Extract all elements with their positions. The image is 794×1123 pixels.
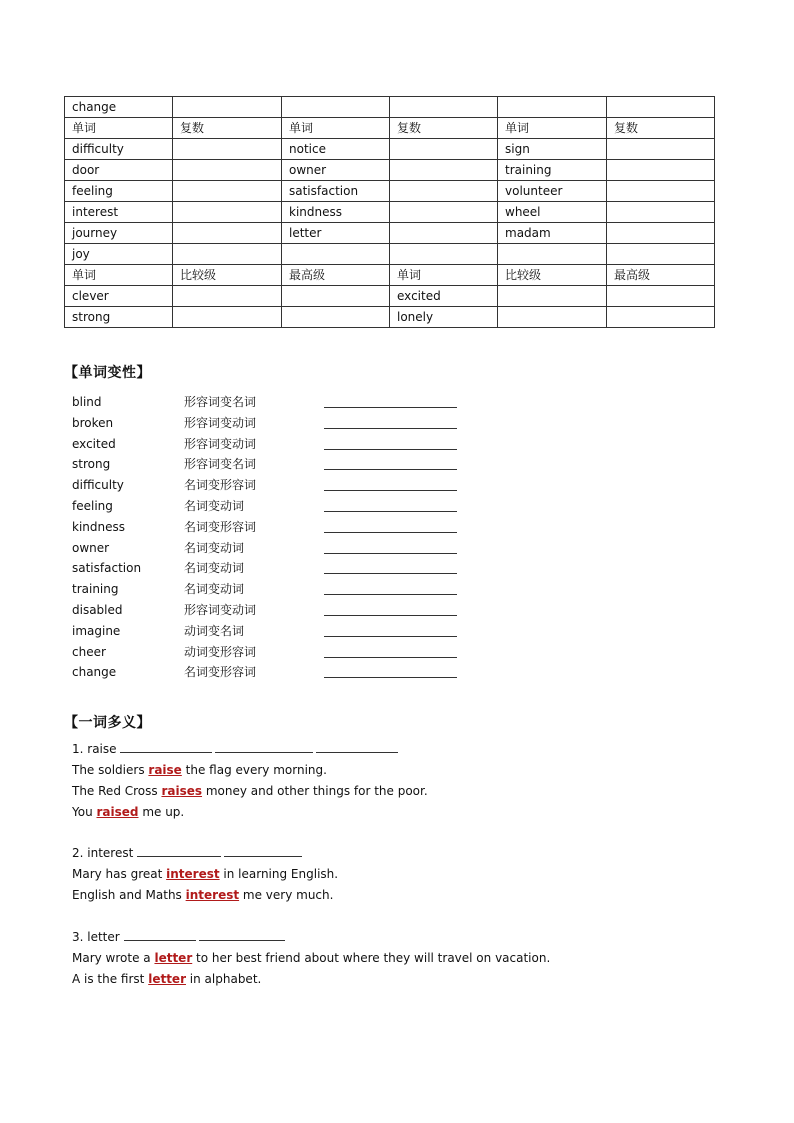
transform-rule: 名词变形容词 bbox=[184, 478, 257, 493]
list-item bbox=[72, 621, 492, 642]
table-cell: letter bbox=[282, 223, 390, 244]
highlighted-word: letter bbox=[148, 972, 186, 986]
table-cell: wheel bbox=[498, 202, 607, 223]
answer-blank[interactable] bbox=[324, 428, 457, 429]
example-sentence bbox=[72, 781, 428, 802]
sentence-text: money and other things for the poor. bbox=[202, 784, 428, 798]
source-word: blind bbox=[72, 395, 102, 409]
meaning-blank[interactable] bbox=[316, 740, 398, 753]
list-item bbox=[72, 413, 492, 434]
answer-cell[interactable] bbox=[390, 202, 498, 223]
list-item bbox=[72, 642, 492, 663]
table-cell: 单词 bbox=[498, 118, 607, 139]
source-word: excited bbox=[72, 436, 116, 451]
answer-cell[interactable] bbox=[390, 97, 498, 118]
transform-rule: 名词变形容词 bbox=[184, 665, 257, 680]
source-word: training bbox=[72, 582, 119, 597]
polysemy-title-line bbox=[72, 927, 550, 948]
list-item bbox=[72, 517, 492, 538]
answer-blank[interactable] bbox=[324, 573, 457, 574]
table-row bbox=[65, 202, 715, 223]
example-sentence bbox=[72, 802, 428, 823]
answer-cell[interactable] bbox=[607, 97, 715, 118]
transform-rule: 形容词变名词 bbox=[184, 395, 257, 409]
table-cell: owner bbox=[282, 160, 390, 181]
answer-cell[interactable] bbox=[607, 244, 715, 265]
table-cell: 单词 bbox=[282, 118, 390, 139]
sentence-text: the flag every morning. bbox=[181, 763, 327, 777]
polysemy-word: 2. interest bbox=[72, 846, 134, 860]
source-word: satisfaction bbox=[72, 561, 142, 576]
list-item bbox=[72, 475, 492, 496]
meaning-blank[interactable] bbox=[120, 740, 212, 753]
table-cell: lonely bbox=[390, 307, 498, 328]
table-cell: sign bbox=[498, 139, 607, 160]
transform-rule: 名词变动词 bbox=[184, 582, 245, 597]
table-cell: clever bbox=[65, 286, 173, 307]
source-word: change bbox=[72, 665, 117, 680]
source-word: owner bbox=[72, 540, 110, 555]
table-cell: 最高级 bbox=[282, 265, 390, 286]
answer-cell[interactable] bbox=[282, 97, 390, 118]
sentence-text: The soldiers bbox=[72, 763, 149, 777]
answer-cell[interactable] bbox=[173, 181, 282, 202]
sentence-text: in alphabet. bbox=[185, 972, 262, 986]
sentence-text: You bbox=[72, 805, 97, 819]
source-word: cheer bbox=[72, 644, 106, 659]
transform-rule: 动词变形容词 bbox=[184, 644, 257, 659]
answer-cell[interactable] bbox=[282, 307, 390, 328]
table-cell: feeling bbox=[65, 181, 173, 202]
table-cell: door bbox=[65, 160, 173, 181]
answer-blank[interactable] bbox=[324, 407, 457, 408]
table-cell: 复数 bbox=[173, 118, 282, 139]
answer-cell[interactable] bbox=[607, 160, 715, 181]
table-row bbox=[65, 118, 715, 139]
table-cell: 单词 bbox=[65, 118, 173, 139]
sentence-text: to her best friend about where they will travel on vacation. bbox=[192, 951, 551, 965]
highlighted-word: letter bbox=[154, 951, 193, 965]
answer-blank[interactable] bbox=[324, 657, 457, 658]
table-cell: interest bbox=[65, 202, 173, 223]
table-row bbox=[65, 139, 715, 160]
answer-cell[interactable] bbox=[282, 244, 390, 265]
example-sentence bbox=[72, 948, 550, 969]
answer-cell[interactable] bbox=[173, 307, 282, 328]
polysemy-group-interest bbox=[72, 843, 338, 906]
table-cell: 比较级 bbox=[173, 265, 282, 286]
table-cell: 单词 bbox=[390, 265, 498, 286]
list-item bbox=[72, 454, 492, 475]
meaning-blank[interactable] bbox=[137, 844, 221, 857]
source-word: kindness bbox=[72, 519, 125, 534]
answer-cell[interactable] bbox=[607, 202, 715, 223]
answer-blank[interactable] bbox=[324, 449, 457, 450]
polysemy-heading: 【一词多义】 bbox=[64, 715, 151, 731]
meaning-blank[interactable] bbox=[215, 740, 313, 753]
answer-blank[interactable] bbox=[324, 677, 457, 678]
source-word: disabled bbox=[72, 602, 123, 617]
example-sentence bbox=[72, 760, 428, 781]
answer-cell[interactable] bbox=[390, 181, 498, 202]
answer-cell[interactable] bbox=[498, 286, 607, 307]
highlighted-word: raises bbox=[161, 784, 203, 798]
polysemy-title-line bbox=[72, 739, 428, 760]
table-cell: kindness bbox=[282, 202, 390, 223]
answer-blank[interactable] bbox=[324, 553, 457, 554]
answer-cell[interactable] bbox=[173, 244, 282, 265]
sentence-text: A is the first bbox=[72, 972, 149, 986]
list-item bbox=[72, 392, 492, 413]
list-item bbox=[72, 538, 492, 559]
table-cell: 单词 bbox=[65, 265, 173, 286]
highlighted-word: raise bbox=[148, 763, 182, 777]
sentence-text: me very much. bbox=[239, 888, 334, 902]
table-cell: excited bbox=[390, 286, 498, 307]
source-word: strong bbox=[72, 457, 111, 472]
table-cell: 复数 bbox=[390, 118, 498, 139]
answer-cell[interactable] bbox=[498, 97, 607, 118]
transform-rule: 形容词变动词 bbox=[184, 436, 257, 451]
table-cell: satisfaction bbox=[282, 181, 390, 202]
answer-blank[interactable] bbox=[324, 532, 457, 533]
table-row bbox=[65, 265, 715, 286]
table-cell: volunteer bbox=[498, 181, 607, 202]
table-cell: difficulty bbox=[65, 139, 173, 160]
table-cell: journey bbox=[65, 223, 173, 244]
answer-cell[interactable] bbox=[607, 307, 715, 328]
transform-rule: 动词变名词 bbox=[184, 623, 245, 638]
table-cell: 复数 bbox=[607, 118, 715, 139]
table-cell: notice bbox=[282, 139, 390, 160]
highlighted-word: interest bbox=[166, 867, 220, 881]
polysemy-group-raise bbox=[72, 739, 428, 823]
table-cell: madam bbox=[498, 223, 607, 244]
sentence-text: Mary wrote a bbox=[72, 951, 155, 965]
table-row bbox=[65, 97, 715, 118]
answer-cell[interactable] bbox=[282, 286, 390, 307]
sentence-text: The Red Cross bbox=[72, 784, 162, 798]
table-cell: training bbox=[498, 160, 607, 181]
vocabulary-table bbox=[64, 96, 715, 328]
table-cell: joy bbox=[65, 244, 173, 265]
source-word: imagine bbox=[72, 623, 121, 638]
transform-rule: 名词变动词 bbox=[184, 498, 245, 513]
answer-blank[interactable] bbox=[324, 469, 457, 470]
table-row bbox=[65, 286, 715, 307]
table-row bbox=[65, 223, 715, 244]
answer-blank[interactable] bbox=[324, 636, 457, 637]
answer-cell[interactable] bbox=[498, 307, 607, 328]
answer-cell[interactable] bbox=[173, 223, 282, 244]
example-sentence bbox=[72, 864, 338, 885]
answer-cell[interactable] bbox=[607, 286, 715, 307]
answer-cell[interactable] bbox=[173, 97, 282, 118]
answer-cell[interactable] bbox=[390, 160, 498, 181]
answer-blank[interactable] bbox=[324, 594, 457, 595]
answer-cell[interactable] bbox=[390, 139, 498, 160]
answer-cell[interactable] bbox=[390, 244, 498, 265]
answer-blank[interactable] bbox=[324, 615, 457, 616]
polysemy-word: 3. letter bbox=[72, 930, 120, 944]
word-transform-heading: 【单词变性】 bbox=[64, 365, 151, 381]
transform-rule: 形容词变动词 bbox=[184, 415, 257, 430]
list-item bbox=[72, 496, 492, 517]
sentence-text: English and Maths bbox=[72, 888, 186, 902]
list-item bbox=[72, 579, 492, 600]
table-cell: 比较级 bbox=[498, 265, 607, 286]
transform-rule: 形容词变动词 bbox=[184, 602, 257, 617]
answer-blank[interactable] bbox=[324, 511, 457, 512]
transform-rule: 形容词变名词 bbox=[184, 457, 257, 472]
answer-cell[interactable] bbox=[390, 223, 498, 244]
list-item bbox=[72, 662, 492, 683]
table-row bbox=[65, 244, 715, 265]
list-item bbox=[72, 558, 492, 579]
sentence-text: me up. bbox=[138, 805, 185, 819]
answer-blank[interactable] bbox=[324, 490, 457, 491]
meaning-blank[interactable] bbox=[224, 844, 302, 857]
answer-cell[interactable] bbox=[173, 139, 282, 160]
table-row bbox=[65, 307, 715, 328]
list-item bbox=[72, 600, 492, 621]
answer-cell[interactable] bbox=[607, 139, 715, 160]
polysemy-group-letter bbox=[72, 927, 550, 990]
source-word: broken bbox=[72, 415, 114, 430]
transform-rule: 名词变形容词 bbox=[184, 519, 257, 534]
sentence-text: in learning English. bbox=[219, 867, 339, 881]
meaning-blank[interactable] bbox=[199, 928, 285, 941]
transform-rule: 名词变动词 bbox=[184, 540, 245, 555]
source-word: feeling bbox=[72, 498, 113, 513]
example-sentence bbox=[72, 969, 550, 990]
table-cell: strong bbox=[65, 307, 173, 328]
table-row bbox=[65, 160, 715, 181]
answer-cell[interactable] bbox=[607, 181, 715, 202]
example-sentence bbox=[72, 885, 338, 906]
answer-cell[interactable] bbox=[173, 286, 282, 307]
highlighted-word: interest bbox=[185, 888, 240, 902]
meaning-blank[interactable] bbox=[124, 928, 196, 941]
answer-cell[interactable] bbox=[498, 244, 607, 265]
source-word: difficulty bbox=[72, 478, 124, 493]
polysemy-word: 1. raise bbox=[72, 742, 117, 756]
answer-cell[interactable] bbox=[173, 160, 282, 181]
table-cell: change bbox=[65, 97, 173, 118]
polysemy-title-line bbox=[72, 843, 338, 864]
table-row bbox=[65, 181, 715, 202]
word-transform-list bbox=[72, 392, 492, 683]
list-item bbox=[72, 434, 492, 455]
table-cell: 最高级 bbox=[607, 265, 715, 286]
sentence-text: Mary has great bbox=[72, 867, 167, 881]
answer-cell[interactable] bbox=[173, 202, 282, 223]
answer-cell[interactable] bbox=[607, 223, 715, 244]
highlighted-word: raised bbox=[96, 805, 139, 819]
transform-rule: 名词变动词 bbox=[184, 561, 245, 576]
